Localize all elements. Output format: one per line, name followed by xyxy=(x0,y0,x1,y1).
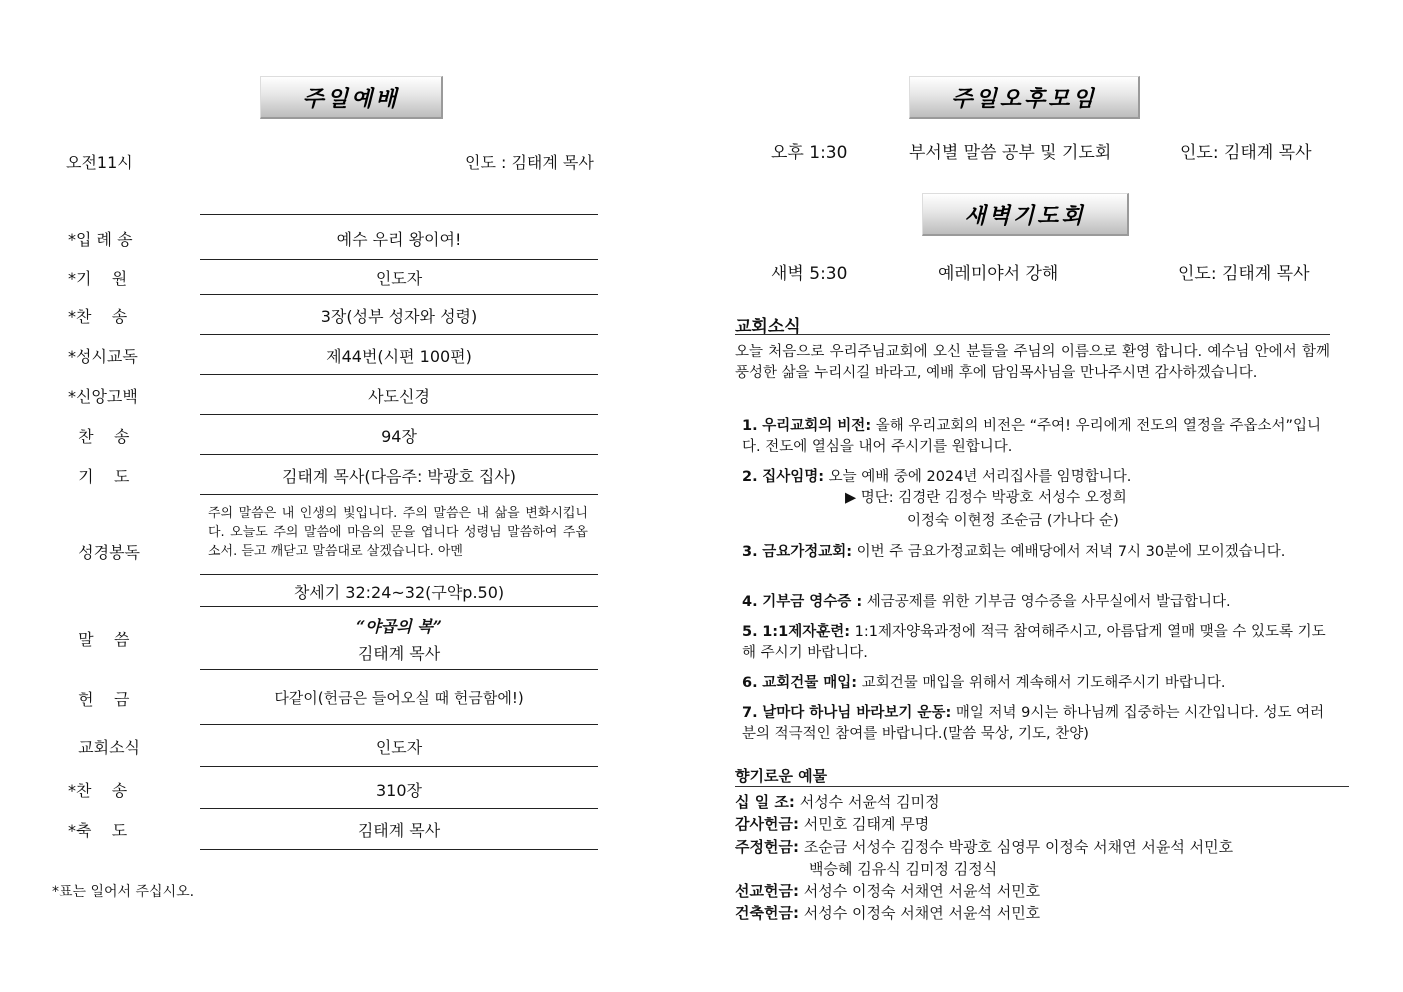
dawn-leader: 인도: 김태계 목사 xyxy=(1178,264,1310,284)
order-value: 인도자 xyxy=(375,269,423,288)
news-item-number: 5. xyxy=(742,624,758,640)
news-intro: 오늘 처음으로 우리주님교회에 오신 분들을 주님의 이름으로 환영 합니다. 예수님 안에서 함께 풍성한 삶을 누리시길 바라고, 예배 후에 담임목사님을 만나주시면 감사하겠습니다. xyxy=(735,344,1330,381)
order-label: *찬 송 xyxy=(68,781,128,800)
order-label: 성경봉독 xyxy=(68,543,140,562)
scripture-prayer-text: 주의 말씀은 내 인생의 빛입니다. 주의 말씀은 내 삶을 변화시킵니다. 오늘도 주의 말씀에 마음의 문을 엽니다 성령님 말씀하여 주옵소서. 듣고 깨닫고 말씀대로 살겠습니다. 아멘 xyxy=(208,506,588,559)
worship-time: 오전11시 xyxy=(66,153,133,172)
news-item-text: 올해 우리교회의 비전은 “주여! 우리에게 전도의 열정을 주옵소서”입니다. 전도에 열심을 내어 주시기를 원합니다. xyxy=(742,418,1322,455)
news-item-text: 세금공제를 위한 기부금 영수증을 사무실에서 발급합니다. xyxy=(866,594,1231,610)
order-label: *축 도 xyxy=(68,821,128,840)
news-item-number: 3. xyxy=(742,544,758,560)
row-divider xyxy=(200,494,598,495)
order-label: *기 원 xyxy=(68,269,128,288)
offering-row xyxy=(735,791,940,813)
order-label: 찬 송 xyxy=(68,427,130,446)
news-item xyxy=(742,673,1332,694)
offering-label: 주정헌금: xyxy=(735,838,799,856)
worship-leader: 인도 : 김태계 목사 xyxy=(465,153,594,172)
row-divider xyxy=(200,374,598,375)
row-divider xyxy=(200,259,598,260)
row-divider xyxy=(200,454,598,455)
scripture-reference: 창세기 32:24~32(구약p.50) xyxy=(293,583,505,602)
order-label: *성시교독 xyxy=(68,347,138,366)
offering-names: 서민호 김태계 무명 xyxy=(803,815,930,833)
offering-names: 서성수 서윤석 김미정 xyxy=(799,793,940,811)
row-divider xyxy=(200,294,598,295)
order-value: 사도신경 xyxy=(368,387,430,406)
row-divider xyxy=(200,724,598,725)
news-item-number: 6. xyxy=(742,675,758,691)
offering-row xyxy=(735,813,929,835)
news-item-head: 기부금 영수증 : xyxy=(762,594,863,610)
row-divider xyxy=(200,766,598,767)
offering-names: 조순금 서성수 김정수 박광호 심영무 이정숙 서채연 서윤석 서민호 xyxy=(803,838,1234,856)
news-divider xyxy=(735,334,1330,335)
order-value: 3장(성부 성자와 성령) xyxy=(320,307,478,326)
afternoon-time: 오후 1:30 xyxy=(771,143,848,163)
order-label: *찬 송 xyxy=(68,307,128,326)
news-item-number: 7. xyxy=(742,705,758,721)
row-divider xyxy=(200,849,598,850)
order-value: 다같이(헌금은 들어오실 때 헌금함에!) xyxy=(274,689,524,707)
news-item-head: 집사임명: xyxy=(762,469,825,485)
row-divider xyxy=(200,214,598,215)
offering-label: 감사헌금: xyxy=(735,815,799,833)
offering-label: 십 일 조: xyxy=(735,793,795,811)
offering-row xyxy=(735,880,1040,902)
news-item-text: 이번 주 금요가정교회는 예배당에서 저녁 7시 30분에 모이겠습니다. xyxy=(856,544,1286,560)
afternoon-leader: 인도: 김태계 목사 xyxy=(1180,143,1312,163)
news-title: 교회소식 xyxy=(735,317,801,337)
offering-label: 선교헌금: xyxy=(735,882,799,900)
order-label: *신앙고백 xyxy=(68,387,138,406)
order-label: 말 씀 xyxy=(68,630,130,649)
order-value: 예수 우리 왕이여! xyxy=(336,230,462,249)
dawn-title: 새벽기도회 xyxy=(922,193,1129,236)
news-item xyxy=(742,416,1332,458)
offerings-title: 향기로운 예물 xyxy=(735,767,828,785)
news-item-text: 오늘 예배 중에 2024년 서리집사를 임명합니다. xyxy=(828,469,1132,485)
order-label: 교회소식 xyxy=(68,738,140,757)
order-value: 김태계 목사 xyxy=(357,821,441,840)
offering-label: 건축헌금: xyxy=(735,904,799,922)
news-item-text: 교회건물 매입을 위해서 계속해서 기도해주시기 바랍니다. xyxy=(861,675,1226,691)
dawn-time: 새벽 5:30 xyxy=(771,264,848,284)
offering-names: 서성수 이정숙 서채연 서윤석 서민호 xyxy=(803,882,1041,900)
afternoon-title: 주일오후모임 xyxy=(909,76,1140,119)
offerings-divider xyxy=(735,786,1349,787)
row-divider xyxy=(200,808,598,809)
offering-row xyxy=(735,836,1233,858)
news-item-number: 1. xyxy=(742,418,758,434)
order-value: 인도자 xyxy=(375,738,423,757)
row-divider xyxy=(200,414,598,415)
offering-row xyxy=(735,902,1040,924)
row-divider xyxy=(200,669,598,670)
news-item-head: 금요가정교회: xyxy=(762,544,853,560)
order-value: 310장 xyxy=(376,781,422,800)
appointee-list: ▶ 명단: 김경란 김정수 박광호 서성수 오정희 xyxy=(845,490,1127,506)
order-value: 제44번(시편 100편) xyxy=(326,347,472,366)
order-label: *입 례 송 xyxy=(68,230,133,249)
news-item xyxy=(742,542,1332,563)
appointee-list-continued: 이정숙 이현정 조순금 (가나다 순) xyxy=(907,513,1119,529)
news-item xyxy=(742,622,1332,664)
news-item-head: 1:1제자훈련: xyxy=(762,624,851,640)
news-item-text: 매일 저녁 9시는 하나님께 집중하는 시간입니다. 성도 여러분의 적극적인 참여를 바랍니다.(말씀 묵상, 기도, 찬양) xyxy=(742,705,1325,742)
dawn-desc: 예레미야서 강해 xyxy=(938,264,1059,284)
news-item xyxy=(742,467,1332,488)
news-item-number: 2. xyxy=(742,469,758,485)
offering-names: 서성수 이정숙 서채연 서윤석 서민호 xyxy=(803,904,1041,922)
worship-title: 주일예배 xyxy=(260,76,443,119)
standing-note: *표는 일어서 주십시오. xyxy=(52,884,195,900)
news-item-head: 교회건물 매입: xyxy=(762,675,858,691)
news-item xyxy=(742,703,1332,745)
news-item-number: 4. xyxy=(742,594,758,610)
row-divider xyxy=(200,334,598,335)
row-divider xyxy=(200,606,598,607)
offering-names-continued: 백승혜 김유식 김미정 김정식 xyxy=(809,860,998,878)
news-item-head: 날마다 하나님 바라보기 운동: xyxy=(762,705,952,721)
sermon-preacher: 김태계 목사 xyxy=(357,644,441,663)
sermon-title: “야곱의 복” xyxy=(356,617,442,636)
row-divider xyxy=(200,574,598,575)
news-item-text: 1:1제자양육과정에 적극 참여해주시고, 아름답게 열매 맺을 수 있도록 기도해 주시기 바랍니다. xyxy=(742,624,1326,661)
order-value: 김태계 목사(다음주: 박광호 집사) xyxy=(281,467,517,486)
order-value: 94장 xyxy=(381,427,417,446)
news-item-head: 우리교회의 비전: xyxy=(762,418,872,434)
news-item xyxy=(742,592,1332,613)
order-label: 기 도 xyxy=(68,467,130,486)
order-label: 헌 금 xyxy=(68,690,130,709)
afternoon-desc: 부서별 말씀 공부 및 기도회 xyxy=(909,143,1112,163)
